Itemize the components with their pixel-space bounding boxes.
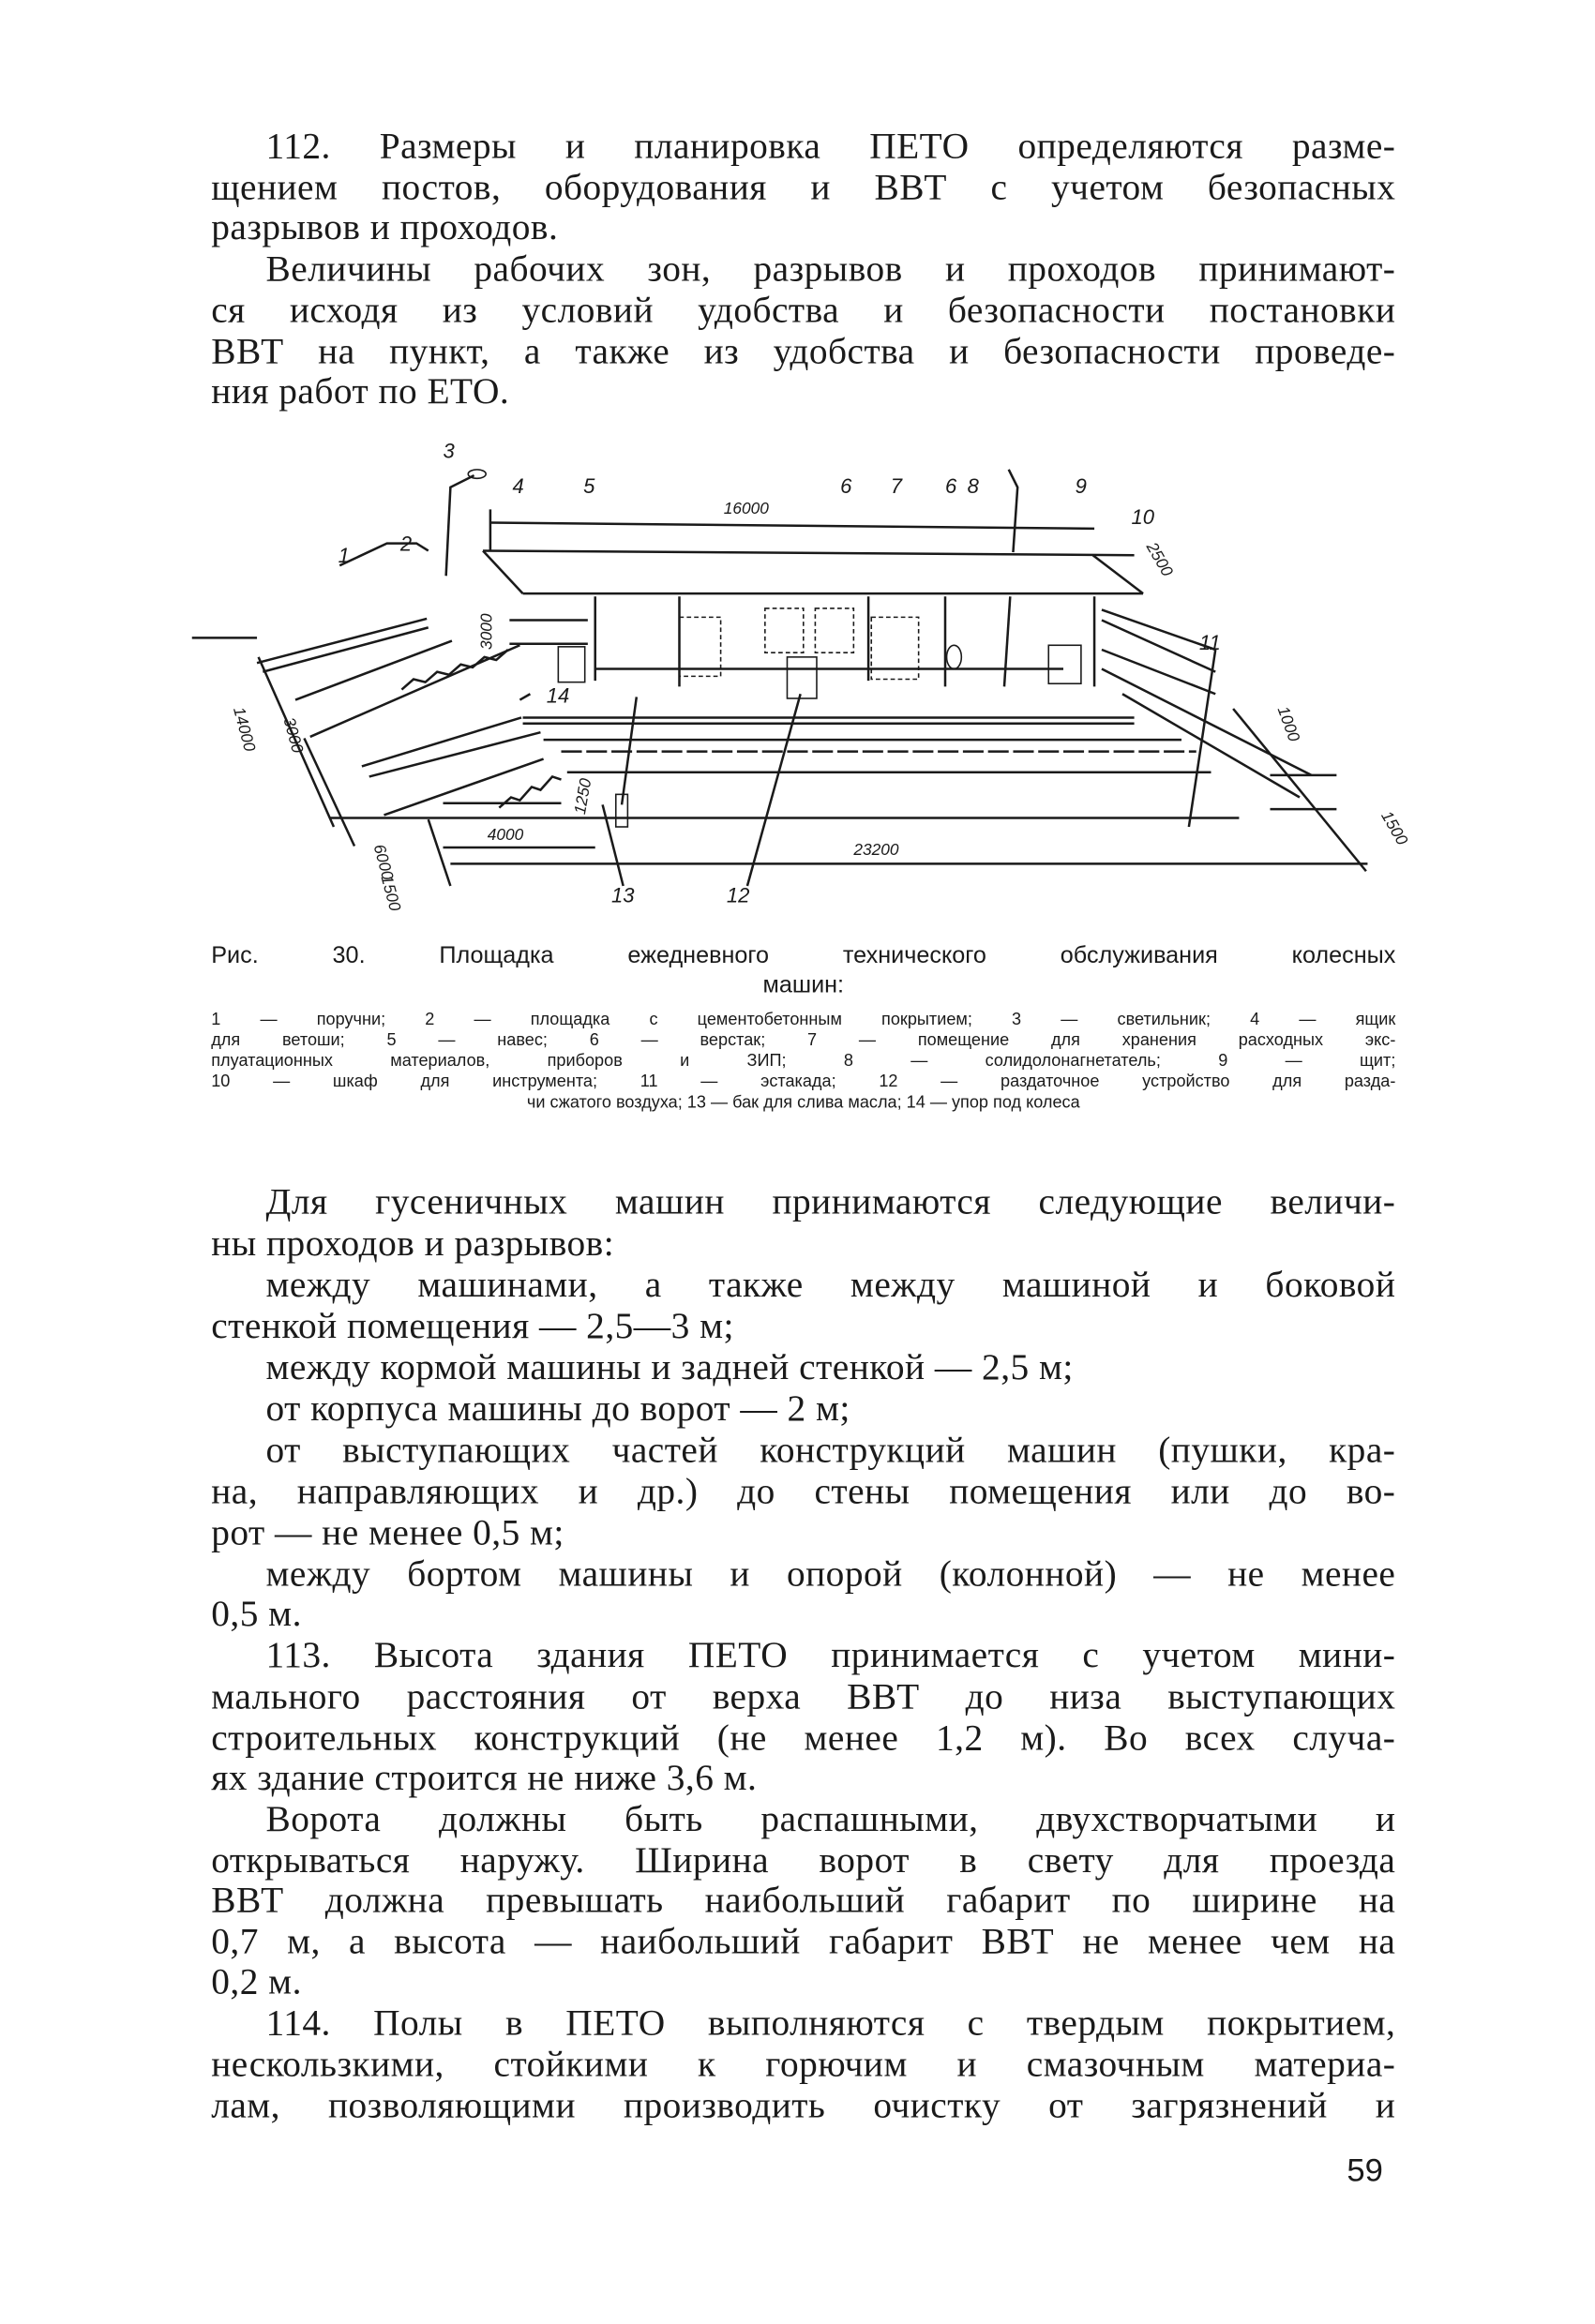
text-line: строительных конструкций (не менее 1,2 м). Во всех случа- xyxy=(211,1718,1396,1759)
figure-legend-line: 10 — шкаф для инструмента; 11 — эстакада; 12 — раздаточное устройство для разда- xyxy=(211,1073,1396,1091)
dimension-line-14000 xyxy=(304,739,354,847)
callout-9: 9 xyxy=(1075,474,1087,499)
text-line: между кормой машины и задней стенкой — 2,5 м; xyxy=(265,1347,1074,1388)
figure-caption-title: Рис. 30. Площадка ежедневного технического обслуживания колесных xyxy=(211,943,1396,969)
text-line: рот — не менее 0,5 м; xyxy=(211,1513,564,1553)
text-line: ях здание строится не ниже 3,6 м. xyxy=(211,1758,758,1799)
dim-1500-right: 1500 xyxy=(1377,807,1412,848)
text-line: между бортом машины и опорой (колонной) — не менее xyxy=(265,1554,1396,1595)
text-line: 112. Размеры и планировка ПЕТО определяются разме- xyxy=(265,127,1396,167)
callout-11: 11 xyxy=(1198,631,1221,654)
dim-2500: 2500 xyxy=(1142,538,1178,580)
dim-23200: 23200 xyxy=(853,839,899,859)
figure-caption-title-cont: машин: xyxy=(762,972,845,998)
text-line: ВВТ должна превышать наибольший габарит по ширине на xyxy=(211,1881,1396,1922)
text-line: мального расстояния от верха ВВТ до низа выступающих xyxy=(211,1677,1396,1717)
figure-legend-line: чи сжатого воздуха; 13 — бак для слива масла; 14 — упор под колеса xyxy=(526,1094,1080,1112)
text-line: Величины рабочих зон, разрывов и проходов принимают- xyxy=(265,249,1396,290)
callout-3: 3 xyxy=(443,439,455,463)
callout-6: 6 xyxy=(840,474,852,499)
callout-6b: 6 xyxy=(944,474,957,499)
callout-1: 1 xyxy=(338,544,350,568)
text-line: 114. Полы в ПЕТО выполняются с твердым покрытием, xyxy=(265,2003,1396,2044)
callout-5: 5 xyxy=(583,474,595,499)
text-line: открываться наружу. Ширина ворот в свету для проезда xyxy=(211,1841,1396,1882)
text-line: щением постов, оборудования и ВВТ с учетом безопасных xyxy=(211,168,1396,209)
callout-4: 4 xyxy=(512,474,524,499)
callout-13: 13 xyxy=(611,883,635,907)
text-line: от корпуса машины до ворот — 2 м; xyxy=(265,1389,850,1430)
text-line: Ворота должны быть распашными, двухстворчатыми и xyxy=(265,1799,1396,1840)
callout-2: 2 xyxy=(399,532,413,556)
text-line: разрывов и проходов. xyxy=(211,208,559,248)
dim-1500-left: 1500 xyxy=(377,873,405,913)
text-line: от выступающих частей конструкций машин (пушки, кра- xyxy=(265,1431,1396,1471)
figure-legend-line: для ветоши; 5 — навес; 6 — верстак; 7 — помещение для хранения расходных экс- xyxy=(211,1031,1396,1050)
dim-6000: 6000 xyxy=(369,842,398,882)
canopy-back-edge xyxy=(483,550,1135,555)
text-line: ВВТ на пункт, а также из удобства и безопасности проведе- xyxy=(211,332,1396,372)
callout-12: 12 xyxy=(726,883,750,907)
text-line: ны проходов и разрывов: xyxy=(211,1223,615,1265)
dim-14000: 14000 xyxy=(229,704,260,754)
text-line: ся исходя из условий удобства и безопасности постановки xyxy=(211,291,1396,331)
dim-1250: 1250 xyxy=(569,776,595,817)
text-line: 113. Высота здания ПЕТО принимается с учетом мини- xyxy=(265,1636,1396,1676)
dim-1000: 1000 xyxy=(1273,703,1304,744)
page-number: 59 xyxy=(1347,2151,1383,2189)
figure-legend-line: плуатационных материалов, приборов и ЗИП; 8 — солидолонагнетатель; 9 — щит; xyxy=(211,1052,1396,1071)
callout-14: 14 xyxy=(546,683,570,708)
dim-3000: 3000 xyxy=(279,714,308,756)
callout-7: 7 xyxy=(890,474,902,499)
figure-30-drawing xyxy=(0,0,1595,945)
callout-10: 10 xyxy=(1131,505,1154,530)
dimension-line-16000 xyxy=(490,523,1094,529)
text-line: стенкой помещения — 2,5—3 м; xyxy=(211,1306,734,1347)
lamp-pole-left xyxy=(446,475,474,576)
lamp-pole-right xyxy=(1009,470,1017,552)
dim-16000: 16000 xyxy=(723,499,769,518)
figure-legend-line: 1 — поручни; 2 — площадка с цементобетонным покрытием; 3 — светильник; 4 — ящик xyxy=(211,1011,1396,1029)
text-line: Для гусеничных машин принимаются следующие величи- xyxy=(265,1182,1396,1223)
text-line: 0,7 м, а высота — наибольший габарит ВВТ не менее чем на xyxy=(211,1922,1396,1963)
air-dispenser xyxy=(787,657,817,698)
text-line: 0,2 м. xyxy=(211,1962,302,2002)
text-line: 0,5 м. xyxy=(211,1595,302,1635)
callout-8: 8 xyxy=(967,474,979,499)
dim-4000: 4000 xyxy=(487,825,524,845)
text-line: между машинами, а также между машиной и боковой xyxy=(265,1265,1396,1306)
text-line: на, направляющих и др.) до стены помещения или до во- xyxy=(211,1472,1396,1512)
dim-3000-height: 3000 xyxy=(476,613,496,650)
text-line: нескользкими, стойкими к горючим и смазочным материа- xyxy=(211,2045,1396,2085)
text-line: лам, позволяющими производить очистку от загрязнений и xyxy=(211,2086,1396,2126)
text-line: ния работ по ЕТО. xyxy=(211,371,510,412)
lamp-icon xyxy=(468,470,486,478)
